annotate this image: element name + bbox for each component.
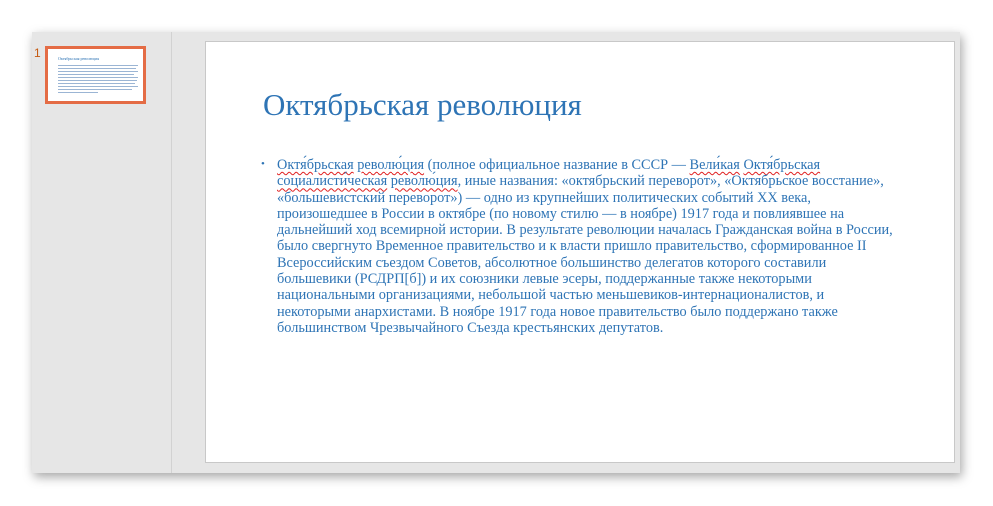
text-run: , иные названия: «октябрьский переворот», «Октябрьское восстание», «большевистский переворот») — одно из крупнейших политических событий XX века, произошедшее в России в октябре (по новому стилю — в ноябре) 1917 года и повлиявшее на дальнейший ход всемирной истории. В результате революции началась Гражданская война в России, было свергнуто Временное правительство и к власти пришло правительство, сформированное II Всероссийским съездом Советов, абсолютное большинство делегатов которого составили большевики (РСДРП[б]) и их союзники левые эсеры, поддержанные также некоторыми национальными организациями, небольшой частью меньшевиков-интернационалистов, и некоторыми анархистами. В ноябре 1917 года новое правительство было поддержано также большинством Чрезвычайного Съезда крестьянских депутатов. <box>277 173 893 336</box>
spellcheck-word: револю́ция <box>357 157 425 173</box>
spellcheck-word: Октя́брьская <box>743 157 821 173</box>
bullet-icon: • <box>261 158 265 170</box>
presentation-window <box>32 32 960 473</box>
bullet-list[interactable] <box>261 157 901 336</box>
thumbnail-title: Октябрьская революция <box>58 56 100 61</box>
thumbnail-text-preview <box>58 65 138 95</box>
slide-canvas[interactable] <box>205 41 955 463</box>
slide-title[interactable]: Октябрьская революция <box>263 87 582 122</box>
spellcheck-word: револю́ция <box>390 173 458 190</box>
bullet-text[interactable] <box>277 157 899 336</box>
slide-number: 1 <box>34 46 41 60</box>
slide-thumbnail[interactable] <box>45 46 146 104</box>
text-run: (полное официальное название в СССР — <box>424 157 690 173</box>
slide-editing-area <box>172 32 960 473</box>
spellcheck-word: Вели́кая <box>689 157 740 173</box>
slide-thumbnail-pane[interactable] <box>32 32 172 473</box>
spellcheck-word: социалисти́ческая <box>277 173 388 190</box>
spellcheck-word: Октя́брьская <box>277 157 354 173</box>
